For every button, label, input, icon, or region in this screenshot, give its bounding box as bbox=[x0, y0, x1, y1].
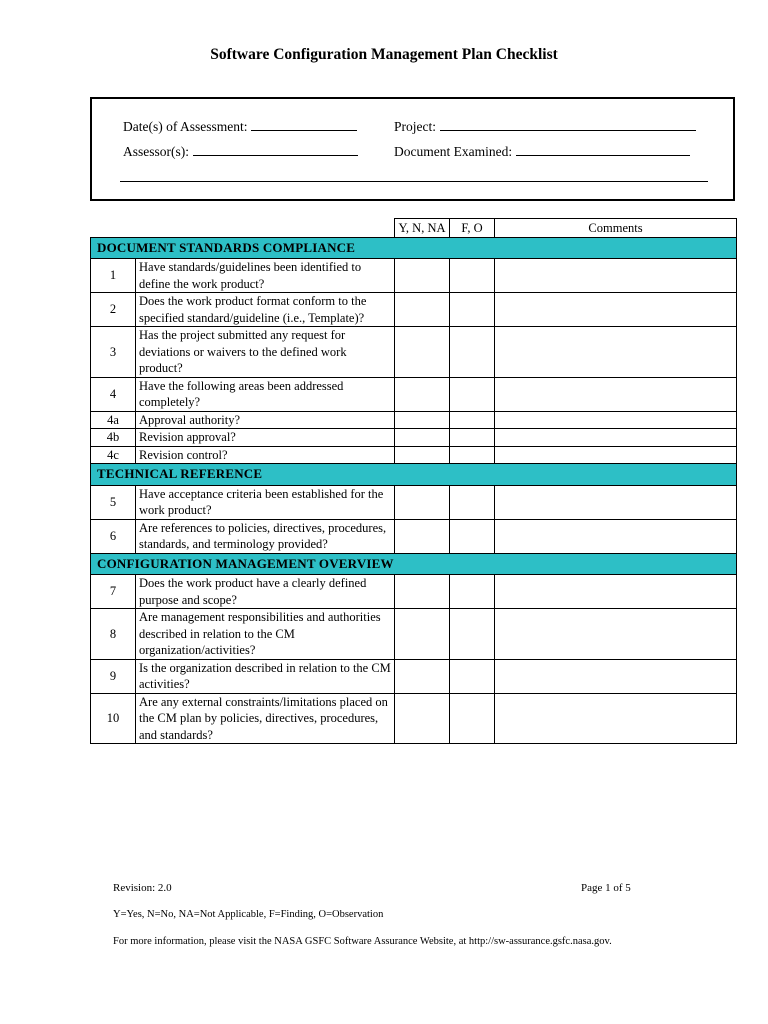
legend-text: Y=Yes, N=No, NA=Not Applicable, F=Finding, O=Observation bbox=[113, 909, 384, 920]
page-title: Software Configuration Management Plan Checklist bbox=[210, 46, 558, 63]
f-o-cell[interactable] bbox=[450, 259, 495, 293]
checklist-table bbox=[90, 218, 737, 744]
comments-cell[interactable] bbox=[495, 259, 737, 293]
item-question: Revision control? bbox=[136, 446, 395, 464]
f-o-cell[interactable] bbox=[450, 609, 495, 660]
notes-blank-line[interactable] bbox=[120, 181, 708, 182]
comments-cell[interactable] bbox=[495, 485, 737, 519]
section-title: TECHNICAL REFERENCE bbox=[91, 464, 737, 486]
comments-cell[interactable] bbox=[495, 575, 737, 609]
project-field[interactable] bbox=[394, 118, 696, 135]
comments-cell[interactable] bbox=[495, 519, 737, 553]
project-label: Project: bbox=[394, 119, 436, 134]
assessor-label: Assessor(s): bbox=[123, 144, 189, 159]
yn-na-cell[interactable] bbox=[395, 259, 450, 293]
item-number: 4c bbox=[91, 446, 136, 464]
table-row bbox=[91, 519, 737, 553]
assessor-blank-line[interactable] bbox=[193, 143, 358, 156]
table-row bbox=[91, 327, 737, 378]
item-number: 8 bbox=[91, 609, 136, 660]
item-number: 1 bbox=[91, 259, 136, 293]
item-number: 4a bbox=[91, 411, 136, 429]
table-header-row bbox=[91, 219, 737, 238]
table-row bbox=[91, 609, 737, 660]
item-number: 2 bbox=[91, 293, 136, 327]
date-label: Date(s) of Assessment: bbox=[123, 119, 248, 134]
assessment-info-box bbox=[90, 97, 735, 201]
page-number: Page 1 of 5 bbox=[581, 882, 631, 894]
yn-na-cell[interactable] bbox=[395, 446, 450, 464]
date-blank-line[interactable] bbox=[251, 118, 357, 131]
date-of-assessment-field[interactable] bbox=[123, 118, 357, 135]
comments-cell[interactable] bbox=[495, 693, 737, 744]
comments-cell[interactable] bbox=[495, 293, 737, 327]
item-question: Does the work product format conform to the specified standard/guideline (i.e., Template)? bbox=[136, 293, 395, 327]
item-question: Are management responsibilities and authorities described in relation to the CM organization/activities? bbox=[136, 609, 395, 660]
item-question: Have standards/guidelines been identified to define the work product? bbox=[136, 259, 395, 293]
f-o-cell[interactable] bbox=[450, 446, 495, 464]
yn-na-cell[interactable] bbox=[395, 485, 450, 519]
item-question: Approval authority? bbox=[136, 411, 395, 429]
f-o-cell[interactable] bbox=[450, 429, 495, 447]
table-row bbox=[91, 429, 737, 447]
table-row bbox=[91, 446, 737, 464]
yn-na-cell[interactable] bbox=[395, 429, 450, 447]
section-title: DOCUMENT STANDARDS COMPLIANCE bbox=[91, 237, 737, 259]
comments-cell[interactable] bbox=[495, 659, 737, 693]
item-question: Does the work product have a clearly defined purpose and scope? bbox=[136, 575, 395, 609]
yn-na-cell[interactable] bbox=[395, 693, 450, 744]
f-o-cell[interactable] bbox=[450, 327, 495, 378]
table-row bbox=[91, 259, 737, 293]
col-yn-header: Y, N, NA bbox=[395, 219, 450, 238]
item-number: 10 bbox=[91, 693, 136, 744]
item-number: 4 bbox=[91, 377, 136, 411]
assessor-field[interactable] bbox=[123, 143, 358, 160]
item-number: 4b bbox=[91, 429, 136, 447]
item-question: Have acceptance criteria been established for the work product? bbox=[136, 485, 395, 519]
section-header-row bbox=[91, 553, 737, 575]
yn-na-cell[interactable] bbox=[395, 411, 450, 429]
f-o-cell[interactable] bbox=[450, 377, 495, 411]
item-number: 3 bbox=[91, 327, 136, 378]
item-number: 5 bbox=[91, 485, 136, 519]
table-row bbox=[91, 693, 737, 744]
item-question: Are references to policies, directives, procedures, standards, and terminology provided? bbox=[136, 519, 395, 553]
f-o-cell[interactable] bbox=[450, 659, 495, 693]
item-question: Revision approval? bbox=[136, 429, 395, 447]
section-header-row bbox=[91, 464, 737, 486]
comments-cell[interactable] bbox=[495, 446, 737, 464]
item-question: Is the organization described in relation to the CM activities? bbox=[136, 659, 395, 693]
comments-cell[interactable] bbox=[495, 327, 737, 378]
item-number: 9 bbox=[91, 659, 136, 693]
f-o-cell[interactable] bbox=[450, 575, 495, 609]
item-question: Are any external constraints/limitations placed on the CM plan by policies, directives, procedures, and standards? bbox=[136, 693, 395, 744]
yn-na-cell[interactable] bbox=[395, 659, 450, 693]
revision-text: Revision: 2.0 bbox=[113, 882, 172, 894]
document-examined-field[interactable] bbox=[394, 143, 690, 160]
yn-na-cell[interactable] bbox=[395, 377, 450, 411]
col-fo-header: F, O bbox=[450, 219, 495, 238]
section-header-row bbox=[91, 237, 737, 259]
table-row bbox=[91, 377, 737, 411]
document-blank-line[interactable] bbox=[516, 143, 690, 156]
document-label: Document Examined: bbox=[394, 144, 513, 159]
comments-cell[interactable] bbox=[495, 411, 737, 429]
item-number: 6 bbox=[91, 519, 136, 553]
yn-na-cell[interactable] bbox=[395, 327, 450, 378]
item-question: Has the project submitted any request for deviations or waivers to the defined work product? bbox=[136, 327, 395, 378]
project-blank-line[interactable] bbox=[440, 118, 696, 131]
yn-na-cell[interactable] bbox=[395, 575, 450, 609]
yn-na-cell[interactable] bbox=[395, 519, 450, 553]
comments-cell[interactable] bbox=[495, 377, 737, 411]
f-o-cell[interactable] bbox=[450, 693, 495, 744]
yn-na-cell[interactable] bbox=[395, 293, 450, 327]
table-row bbox=[91, 411, 737, 429]
comments-cell[interactable] bbox=[495, 429, 737, 447]
item-number: 7 bbox=[91, 575, 136, 609]
item-question: Have the following areas been addressed completely? bbox=[136, 377, 395, 411]
table-row bbox=[91, 575, 737, 609]
col-comments-header: Comments bbox=[495, 219, 737, 238]
comments-cell[interactable] bbox=[495, 609, 737, 660]
f-o-cell[interactable] bbox=[450, 519, 495, 553]
section-title: CONFIGURATION MANAGEMENT OVERVIEW bbox=[91, 553, 737, 575]
f-o-cell[interactable] bbox=[450, 411, 495, 429]
table-row bbox=[91, 659, 737, 693]
f-o-cell[interactable] bbox=[450, 485, 495, 519]
table-row bbox=[91, 293, 737, 327]
yn-na-cell[interactable] bbox=[395, 609, 450, 660]
f-o-cell[interactable] bbox=[450, 293, 495, 327]
table-row bbox=[91, 485, 737, 519]
website-info-text: For more information, please visit the NASA GSFC Software Assurance Website, at http://sw-assurance.gsfc.nasa.gov. bbox=[113, 936, 612, 947]
header-blank-cell bbox=[91, 219, 395, 238]
